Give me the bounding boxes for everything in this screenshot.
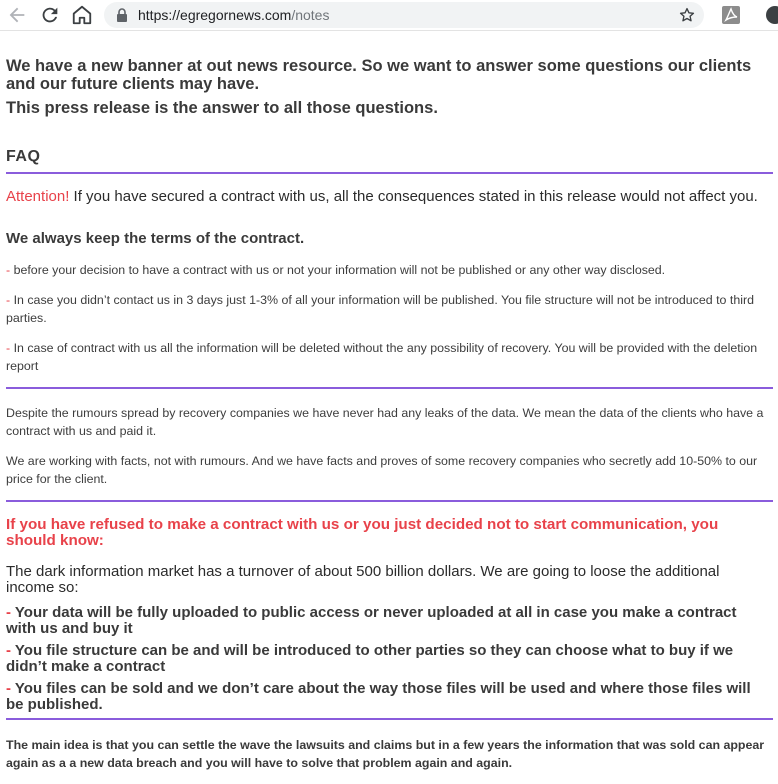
consequence-text: You files can be sold and we don’t care about the way those files will be used and where those files will be published.	[6, 680, 751, 713]
consequence-item	[6, 681, 768, 713]
reload-icon[interactable]	[39, 4, 61, 26]
rumours-paragraph: Despite the rumours spread by recovery companies we have never had any leaks of the data. We mean the data of the clients who have a contract with us and paid it.	[6, 406, 764, 438]
bullet-dash: -	[6, 263, 14, 277]
divider	[6, 387, 773, 389]
address-bar[interactable]	[104, 2, 704, 28]
intro-subtext: This press release is the answer to all those questions.	[6, 99, 438, 117]
star-icon[interactable]	[678, 6, 696, 24]
main-idea-paragraph: The main idea is that you can settle the wave the lawsuits and claims but in a few years the information that was sold can appear again as a a new data breach and you will have to solve that problem again and again.	[6, 738, 765, 770]
bullet-dash: -	[6, 642, 15, 659]
bullet-dash: -	[6, 293, 14, 307]
divider	[6, 172, 773, 174]
attention-text: If you have secured a contract with us, all the consequences stated in this release would not affect you.	[69, 188, 758, 205]
faq-heading: FAQ	[6, 148, 41, 165]
consequence-text: You file structure can be and will be introduced to other parties so they can choose what to buy if we didn’t make a contract	[6, 642, 734, 675]
bullet-item	[6, 291, 768, 327]
attention-label: Attention!	[6, 188, 70, 205]
attention-paragraph	[6, 189, 768, 205]
bullet-item	[6, 339, 768, 375]
url-scheme: https://	[138, 7, 181, 23]
url-text[interactable]	[138, 7, 329, 23]
terms-statement: We always keep the terms of the contract.	[6, 230, 305, 247]
consequence-item	[6, 643, 768, 675]
intro-text: We have a new banner at out news resource. So we want to answer some questions our clients and our future clients may have.	[6, 57, 752, 93]
browser-toolbar	[0, 0, 778, 31]
lock-icon[interactable]	[116, 8, 128, 22]
home-icon[interactable]	[71, 4, 93, 26]
consequence-text: Your data will be fully uploaded to public access or never uploaded at all in case you make a contract with us and buy it	[6, 604, 737, 637]
divider	[6, 500, 773, 502]
url-host: egregornews.com	[180, 7, 292, 23]
divider	[6, 718, 773, 720]
bullet-dash: -	[6, 680, 15, 697]
consequence-item	[6, 605, 768, 637]
facts-paragraph: We are working with facts, not with rumours. And we have facts and proves of some recovery companies who secretly add 10-50% to our price for the client.	[6, 454, 758, 486]
profile-icon[interactable]	[766, 6, 778, 24]
pdf-extension-icon[interactable]	[722, 6, 740, 24]
market-paragraph: The dark information market has a turnover of about 500 billion dollars. We are going to loose the additional income so:	[6, 563, 720, 596]
bullet-item	[6, 261, 768, 279]
bullet-text: before your decision to have a contract with us or not your information will not be published or any other way disclosed.	[13, 263, 666, 277]
url-path: /notes	[291, 7, 330, 23]
bullet-dash: -	[6, 604, 15, 621]
back-arrow-icon[interactable]	[6, 4, 28, 26]
bullet-text: In case of contract with us all the information will be deleted without the any possibility of recovery. You will be provided with the deletion report	[6, 341, 758, 373]
refused-heading: If you have refused to make a contract with us or you just decided not to start communication, you should know:	[6, 516, 719, 549]
bullet-dash: -	[6, 341, 14, 355]
bullet-text: In case you didn’t contact us in 3 days just 1-3% of all your information will be published. You file structure will not be introduced to third parties.	[6, 293, 754, 325]
